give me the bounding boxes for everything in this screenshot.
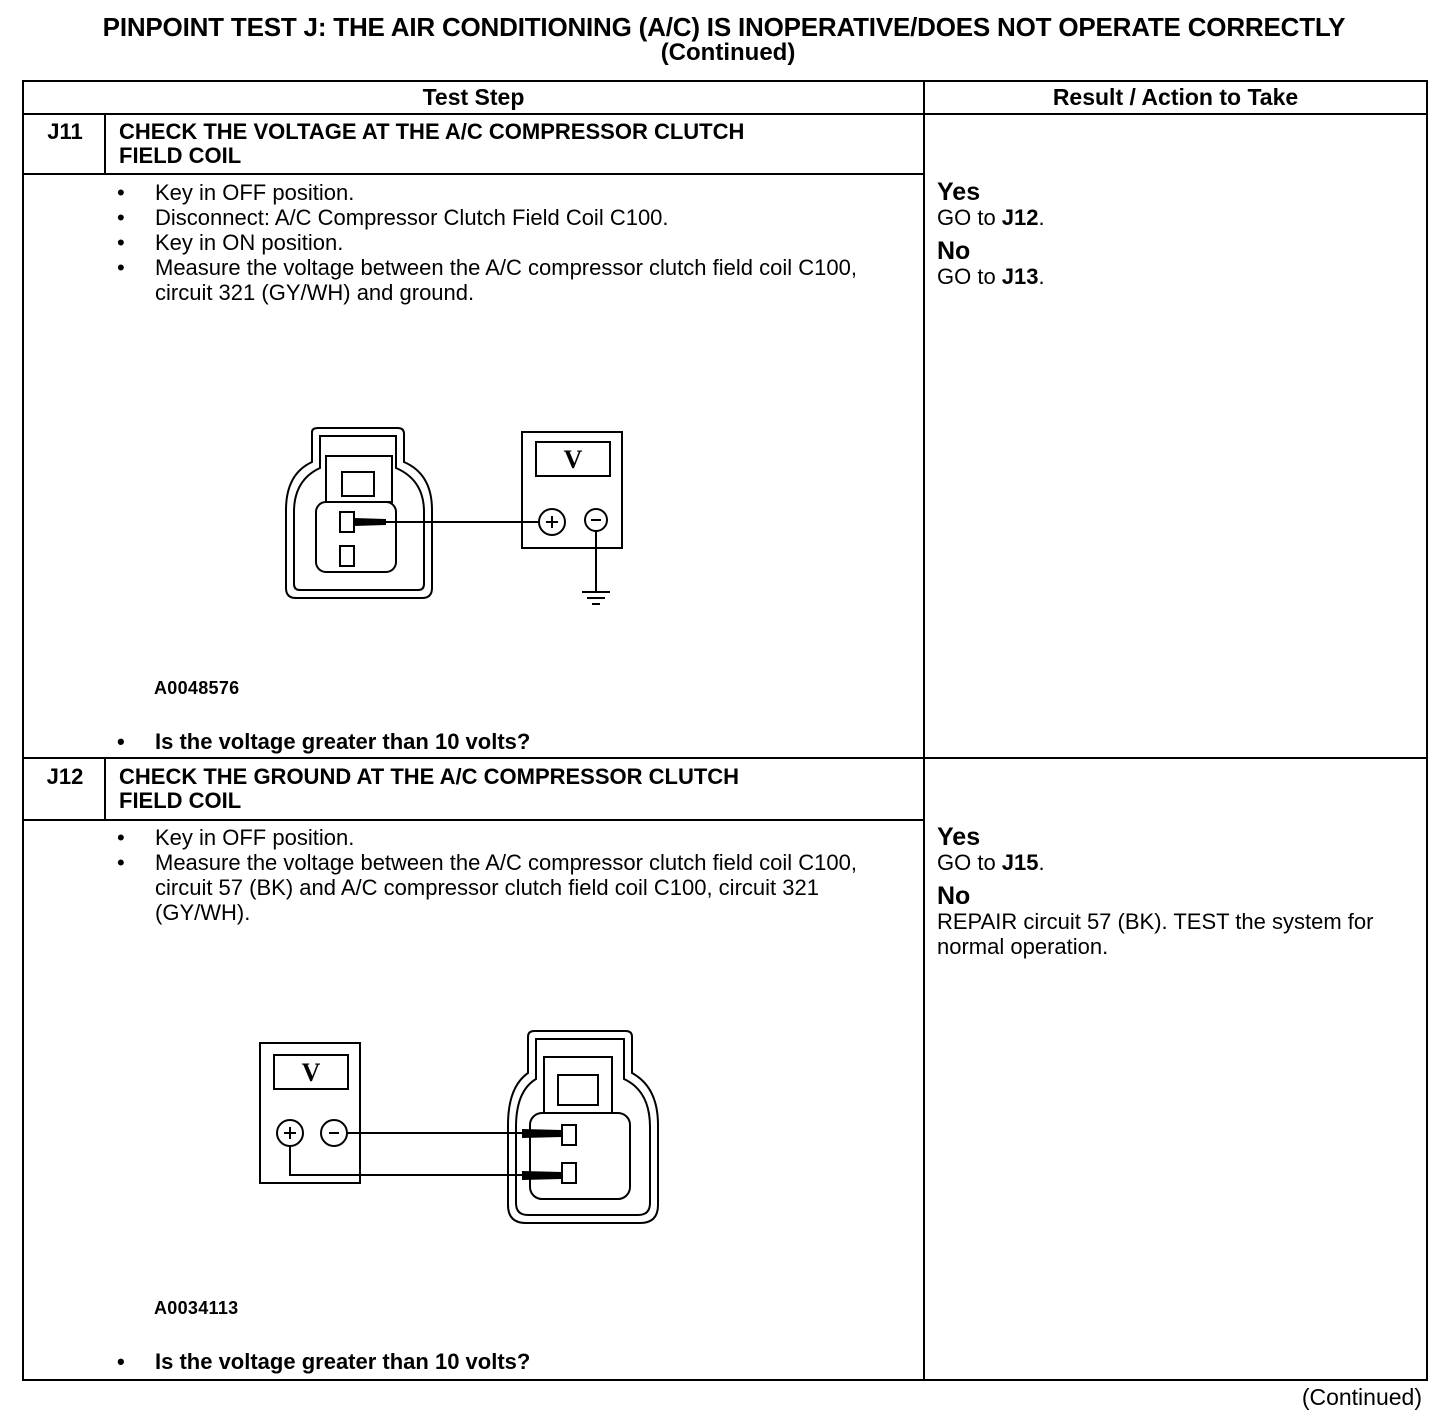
connector-cavity <box>530 1113 630 1199</box>
result-no-action: REPAIR circuit 57 (BK). TEST the system for normal operation. <box>937 909 1374 959</box>
step-title-line: FIELD COIL <box>119 788 242 813</box>
voltmeter-label: V <box>301 1058 321 1087</box>
page-title: PINPOINT TEST J: THE AIR CONDITIONING (A/C) IS INOPERATIVE/DOES NOT OPERATE CORRECTLY <box>102 12 1346 42</box>
column-divider <box>923 80 925 1381</box>
step-number: J11 <box>47 119 83 144</box>
page-subtitle: (Continued) <box>660 39 796 66</box>
probe-tip <box>354 518 386 526</box>
step-title-rule <box>22 173 925 175</box>
header-rule <box>22 113 1428 115</box>
step-title-rule <box>22 819 925 821</box>
procedure-item: • Measure the voltage between the A/C compressor clutch field coil C100, circuit 321 (GY/WH) and ground. <box>117 255 862 305</box>
step-question: • Is the voltage greater than 10 volts? <box>117 1349 530 1375</box>
step-separator-rule <box>22 757 1428 759</box>
step-title-line: FIELD COIL <box>119 143 242 168</box>
result-no-label: No <box>937 237 971 265</box>
step-reference[interactable]: J15 <box>1001 850 1039 875</box>
result-no-label: No <box>937 882 971 910</box>
procedure-list <box>117 180 862 305</box>
procedure-list <box>117 825 862 925</box>
figure-code: A0048576 <box>154 678 240 698</box>
positive-lead <box>290 1146 530 1175</box>
result-yes-label: Yes <box>937 823 981 851</box>
connector-latch-tab <box>342 472 374 496</box>
procedure-item: • Key in OFF position. <box>117 825 862 850</box>
probe-tip <box>522 1171 562 1180</box>
result-yes-action: GO to J15. <box>937 850 1045 875</box>
column-header-test-step: Test Step <box>422 84 525 110</box>
column-header-result: Result / Action to Take <box>1052 84 1299 110</box>
voltage-test-diagram <box>270 420 650 620</box>
terminal-321 <box>562 1163 576 1183</box>
connector-latch-tab <box>558 1075 598 1105</box>
terminal-321 <box>340 512 354 532</box>
voltmeter-label: V <box>563 445 583 474</box>
step-title <box>119 120 899 168</box>
result-yes-label: Yes <box>937 178 981 206</box>
step-title <box>119 765 899 813</box>
result-yes-action: GO to J12. <box>937 205 1045 230</box>
result-block <box>937 824 1417 967</box>
procedure-item: • Key in ON position. <box>117 230 862 255</box>
terminal-57 <box>340 546 354 566</box>
step-reference[interactable]: J13 <box>1001 264 1039 289</box>
ground-test-diagram <box>250 1025 670 1235</box>
figure-code: A0034113 <box>154 1298 239 1318</box>
continued-footer: (Continued) <box>1301 1384 1422 1410</box>
procedure-item: • Disconnect: A/C Compressor Clutch Field Coil C100. <box>117 205 862 230</box>
connector-cavity <box>316 502 396 572</box>
procedure-item: • Measure the voltage between the A/C compressor clutch field coil C100, circuit 57 (BK) and A/C compressor clutch field coil C100, circuit 321 (GY/WH). <box>117 850 862 925</box>
step-title-line: CHECK THE VOLTAGE AT THE A/C COMPRESSOR CLUTCH <box>119 119 745 144</box>
procedure-item: • Key in OFF position. <box>117 180 862 205</box>
probe-tip <box>522 1129 562 1138</box>
result-no-action: GO to J13. <box>937 264 1045 289</box>
step-number: J12 <box>46 764 84 789</box>
step-title-line: CHECK THE GROUND AT THE A/C COMPRESSOR CLUTCH <box>119 764 740 789</box>
step-question: • Is the voltage greater than 10 volts? <box>117 729 530 755</box>
step-reference[interactable]: J12 <box>1001 205 1039 230</box>
result-block <box>937 179 1417 297</box>
terminal-57 <box>562 1125 576 1145</box>
